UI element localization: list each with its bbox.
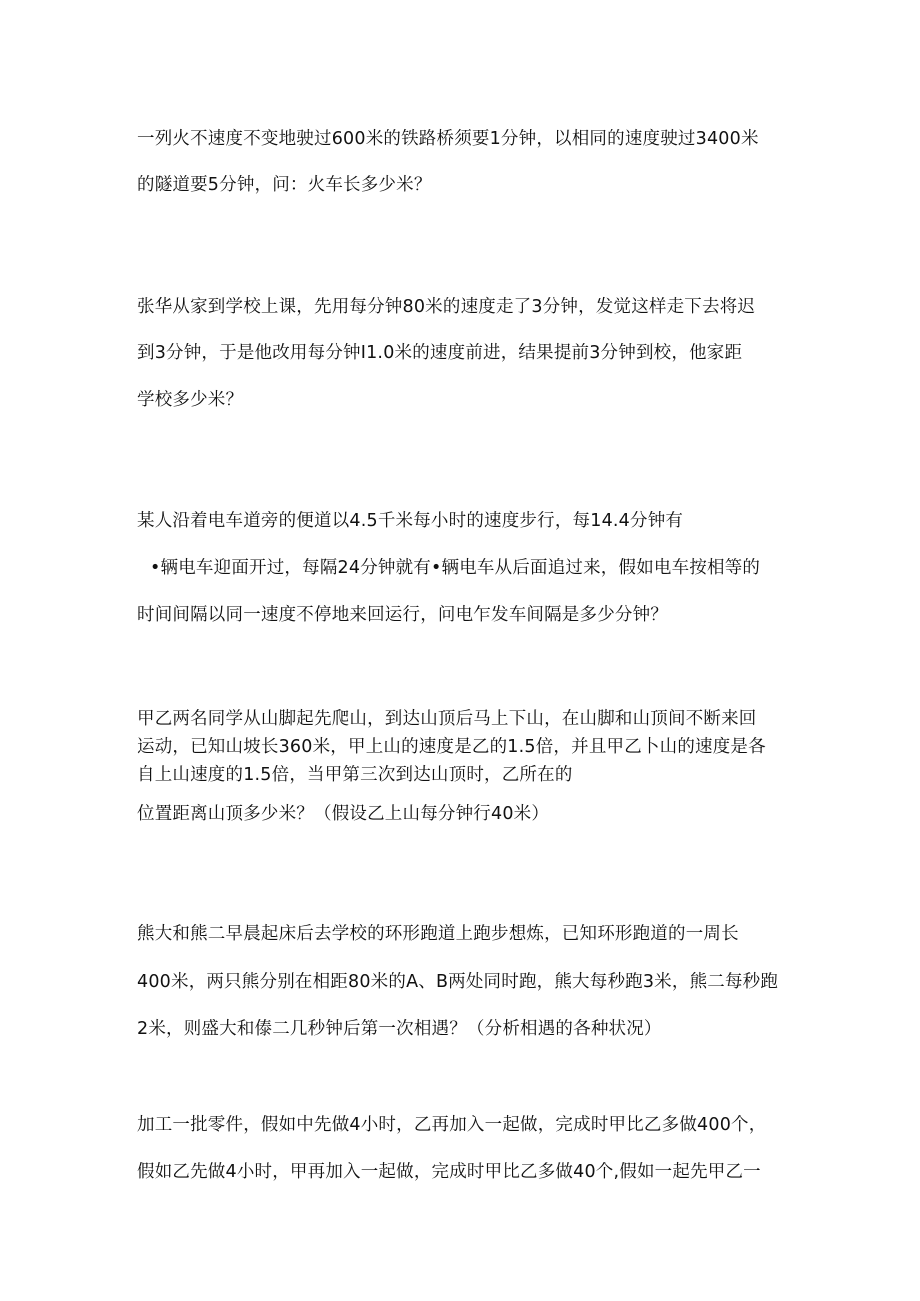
- problem-3-line-3: 时间间隔以同一速度不停地来回运行，问电乍发车间隔是多少分钟？: [137, 605, 668, 625]
- problem-2-line-2: 到3分钟，于是他改用每分钟I1.0米的速度前进，结果提前3分钟到校，他家距: [137, 343, 743, 363]
- problem-2-line-1: 张华从家到学校上课，先用每分钟80米的速度走了3分钟，发觉这样走下去将迟: [137, 297, 756, 317]
- problem-4-line-1: 甲乙两名同学从山脚起先爬山，到达山顶后马上下山，在山脚和山顶间不断来回: [137, 709, 757, 729]
- problem-4-line-3: 自上山速度的1.5倍，当甲第三次到达山顶时，乙所在的: [137, 765, 573, 785]
- problem-6-line-2: 假如乙先做4小时，甲再加入一起做，完成时甲比乙多做40个,假如一起先甲乙一: [137, 1162, 761, 1182]
- problem-1-line-2: 的隧道要5分钟，问：火车长多少米？: [137, 175, 432, 195]
- problem-3-line-1: 某人沿着电车道旁的便道以4.5千米每小时的速度步行，每14.4分钟有: [137, 511, 684, 531]
- problem-5-line-3: 2米，则盛大和傣二几秒钟后第一次相遇？（分析相遇的各种状况）: [137, 1019, 662, 1039]
- problem-6-line-1: 加工一批零件，假如中先做4小时，乙再加入一起做，完成时甲比乙多做400个，: [137, 1115, 767, 1135]
- problem-2-line-3: 学校多少米？: [137, 390, 244, 410]
- problem-4-line-4: 位置距离山顶多少米？（假设乙上山每分钟行40米）: [137, 804, 550, 824]
- problem-3-line-2: •辆电车迎面开过，每隔24分钟就有•辆电车从后面追过来，假如电车按相等的: [150, 558, 761, 578]
- problem-4-line-2: 运动，已知山坡长360米，甲上山的速度是乙的1.5倍，并且甲乙卜山的速度是各: [137, 737, 766, 757]
- problem-1-line-1: 一列火不速度不变地驶过600米的铁路桥须要1分钟，以相同的速度驶过3400米: [137, 129, 759, 149]
- problem-5-line-2: 400米，两只熊分别在相距80米的A、B两处同时跑，熊大每秒跑3米，熊二每秒跑: [137, 972, 779, 992]
- problem-5-line-1: 熊大和熊二早晨起床后去学校的环形跑道上跑步想炼，已知环形跑道的一周长: [137, 924, 739, 944]
